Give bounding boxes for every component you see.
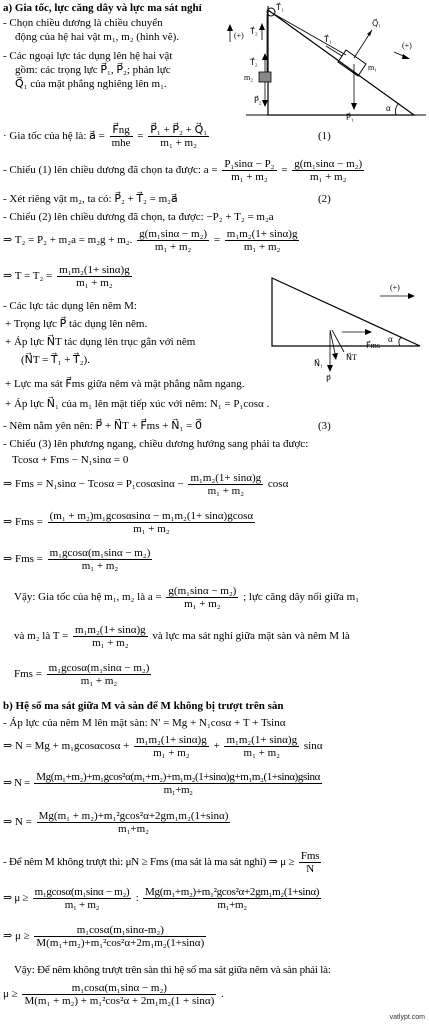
bullet-forces: - Các ngoại lực tác dụng lên hệ hai vật <box>3 50 173 62</box>
label-plus-right: (+) <box>402 41 412 50</box>
bullet-direction: - Chọn chiều dương là chiều chuyển <box>3 17 163 29</box>
incline-wedge <box>268 10 414 115</box>
rope-incline <box>274 14 346 55</box>
conclusion-1: Vậy: Gia tốc của hệ m₁, m₂ là a = $\frac{\text{g(m₁sinα − m₂)}}{\text{m₁ + m₂}}$ ; lực căng dây nối giữa m₁ <box>14 585 360 610</box>
accel-frac2: $\frac{\text{P⃗₁ + P⃗₂ + Q⃗₁}}{\text{m₁ + m₂}}$ <box>150 124 208 149</box>
slip-line: - Để nêm M không trượt thì: μN ≥ Fms (ma sát là ma sát nghỉ) ⇒ μ ≥ $\frac{\text{Fms}}{N}$ <box>3 850 320 875</box>
label-q1: Q⃗₁ <box>372 19 382 28</box>
label-t2-top: T⃗₂ <box>250 27 258 36</box>
accel-line: · Gia tốc của hệ là: a⃗ = $\frac{F⃗ng}{\text{mhe}}$ = $\frac{\text{P⃗₁ + P⃗₂ + Q⃗₁}}{\text{m₁ + m₂}}$ <box>3 124 208 149</box>
accel-label: · Gia tốc của hệ là: a⃗ = <box>3 130 105 143</box>
label-nt: N⃗T <box>346 353 357 362</box>
block-m2 <box>259 72 271 82</box>
watermark: vatlypt.com <box>389 1014 425 1021</box>
label-t2-block: T⃗₂ <box>250 58 258 67</box>
n1-line: ⇒ N = Mg + m₁gcosαcosα + $\frac{\text{m₁m₂(1+ sinα)g}}{\text{m₁ + m₂}}$ + $\frac{\text{m₁m₂(1+ sinα)g}}{\text{m₁ + m₂}}$ sinα <box>3 734 323 759</box>
force-nt-cont: (N⃗T = T⃗₁ + T⃗₂). <box>21 354 90 366</box>
bullet-forces-cont: gồm: các trọng lực P⃗₁, P⃗₂; phản lực <box>15 64 171 76</box>
fms3-line: ⇒ Fms = $\frac{\text{m₁gcosα(m₁sinα − m₂)}}{\text{m₁ + m₂}}$ <box>3 547 151 572</box>
mu1-line: ⇒ μ ≥ $\frac{\text{m₁gcosα(m₁sinα − m₂)}}{\text{m₁ + m₂}}$ : $\frac{\text{Mg(m₁+m₂)+m₁²gcos²α+2gm₁m₂(1+sinα)}}{\text{m₁+m₂}}$ <box>3 886 320 911</box>
conclusion-2: và m₂ là T = $\frac{\text{m₁m₂(1+ sinα)g}}{\text{m₁ + m₂}}$ và lực ma sát nghỉ giữa mặt sàn và nêm M là <box>14 624 350 649</box>
fms1-line: ⇒ Fms = N₁sinα − Tcosα = P₁cosαsinα − $\frac{\text{m₁m₂(1+ sinα)g}}{\text{m₁ + m₂}}$ cosα <box>3 472 289 497</box>
label-alpha2: α <box>388 334 393 344</box>
label-m1: m₁ <box>368 63 378 72</box>
incline-diagram <box>226 0 429 130</box>
proj1-label: - Chiếu (1) lên chiều dương đã chọn ta được: a = <box>3 164 218 177</box>
t-line: ⇒ T = T₂ = $\frac{\text{m₁m₂(1+ sinα)g}}{\text{m₁ + m₂}}$ <box>3 264 130 289</box>
proj3-line: - Chiếu (3) lên phương ngang, chiều dương hướng sang phải ta được: <box>3 438 309 450</box>
label-m2: m₂ <box>244 73 254 82</box>
m2-line: - Xét riêng vật m₂, ta có: P⃗₂ + T⃗₂ = m₂a⃗ <box>3 193 178 205</box>
equilibrium-eq-no: (3) <box>318 420 331 432</box>
pressure-line: - Áp lực của nêm M lên mặt sàn: N' = Mg + N₁cosα + T + Tsinα <box>3 717 286 729</box>
force-nt: + Áp lực N⃗T tác dụng lên trục gắn với nêm <box>5 336 196 348</box>
conclusion-3: Fms = $\frac{\text{m₁gcosα(m₁sinα − m₂)}}{\text{m₁ + m₂}}$ <box>14 662 150 687</box>
bullet-forces-cont2: Q⃗₁ của mặt phẳng nghiêng lên m₁. <box>15 78 167 90</box>
label-p2: P⃗₂ <box>254 96 262 105</box>
final-text: Vậy: Để nêm không trượt trên sàn thì hệ số ma sát giữa nêm và sàn phải là: <box>14 964 331 976</box>
n3-line: ⇒ N = $\frac{\text{Mg(m₁ + m₂)+m₁²gcos²α+2gm₁m₂(1+sinα)}}{\text{m₁+m₂}}$ <box>3 810 229 835</box>
label-t1-block: T⃗₁ <box>324 35 332 44</box>
wedge-diagram <box>262 274 426 394</box>
label-alpha: α <box>386 103 391 113</box>
proj1-line: - Chiếu (1) lên chiều dương đã chọn ta được: a = $\frac{\text{P₁sinα − P₂}}{\text{m₁ + m₂}}$ = $\frac{\text{g(m₁sinα − m₂)}}{\text{m₁ + m₂}}$ <box>3 158 363 183</box>
label-plus-up: (+) <box>234 31 244 40</box>
accel-frac1: $\frac{F⃗ng}{\text{mhe}}$ <box>111 124 131 149</box>
t2-line: ⇒ T₂ = P₂ + m₂a = m₂g + m₂. $\frac{\text{g(m₁sinα − m₂)}}{\text{m₁ + m₂}}$ = $\frac{\text{m₁m₂(1+ sinα)g}}{\text{m₁ + m₂}}$ <box>3 228 298 253</box>
force-n1: + Áp lực N⃗₁ của m₁ lên mặt tiếp xúc với nêm: N₁ = P₁cosα . <box>5 398 270 410</box>
part-b-heading: b) Hệ số ma sát giữa M và sàn để M không bị trượt trên sàn <box>3 700 284 712</box>
m2-eq-no: (2) <box>318 193 331 205</box>
label-p: P⃗ <box>326 375 331 384</box>
label-plus: (+) <box>390 283 400 292</box>
label-fms: F⃗ms <box>366 341 380 350</box>
final-formula: μ ≥ $\frac{\text{m₁cosα(m₁sinα − m₂)}}{\text{M(m₁ + m₂) + m₁²cos²α + 2m₁m₂(1 + sinα)}}$ . <box>3 982 224 1007</box>
fms2-line: ⇒ Fms = $\frac{\text{(m₁ + m₂)m₁gcosαsinα − m₁m₂(1+ sinα)gcosα}}{\text{m₁ + m₂}}$ <box>3 510 254 535</box>
equilibrium-line: - Nêm nằm yên nên: P⃗ + N⃗T + F⃗ms + N⃗₁ = 0⃗ <box>3 420 202 432</box>
mu2-line: ⇒ μ ≥ $\frac{\text{m₁cosα(m₁sinα-m₂)}}{\text{M(m₁+m₂)+m₁²cos²α+2m₁m₂(1+sinα)}}$ <box>3 924 205 949</box>
bullet-direction-cont: động của hệ hai vật m₁, m₂ (hình vẽ). <box>15 31 180 43</box>
label-n1: N⃗₁ <box>314 359 323 368</box>
forces-title: - Các lực tác dụng lên nêm M: <box>3 300 137 312</box>
accel-eq-no: (1) <box>318 130 331 142</box>
force-weight: + Trọng lực P⃗ tác dụng lên nêm. <box>5 318 148 330</box>
label-p1: P⃗₁ <box>346 113 354 122</box>
force-fms: + Lực ma sát F⃗ms giữa nêm và mặt phẳng nằm ngang. <box>5 378 245 390</box>
n2-line: ⇒ N = $\frac{\text{Mg(m₁+m₂)+m₁gcos²α(m₁+m₂)+m₁m₂(1+sinα)g+m₁m₂(1+sinα)gsinα}}{\text{m₁+m₂}}$ <box>3 771 320 796</box>
label-t1: T⃗₁ <box>276 3 284 12</box>
part-a-heading: a) Gia tốc, lực căng dây và lực ma sát nghỉ <box>3 2 202 14</box>
proj3-eq: Tcosα + Fms − N₁sinα = 0 <box>12 454 129 466</box>
proj2-line: - Chiếu (2) lên chiều dương đã chọn, ta được: −P₂ + T₂ = m₂a <box>3 211 274 223</box>
